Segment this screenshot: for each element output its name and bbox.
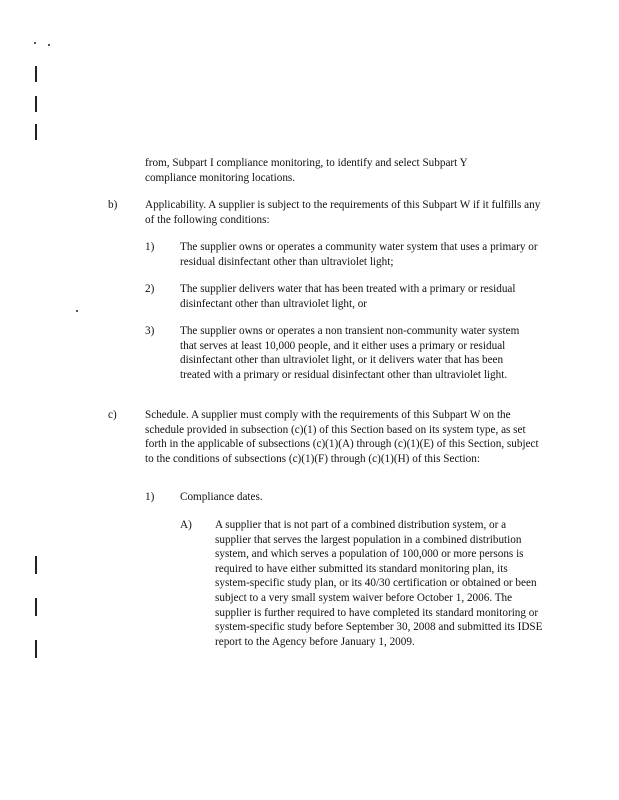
item-2-text: The supplier delivers water that has been treated with a primary or residual disinfectant other than ultraviolet light, or [180, 283, 516, 310]
intro-paragraph: from, Subpart I compliance monitoring, to identify and select Subpart Y compliance monitoring locations. [145, 157, 468, 184]
subsection-A-number: A) [180, 519, 192, 531]
section-b-label: b) [108, 199, 118, 211]
revision-bar [35, 640, 37, 658]
section-c-text: Schedule. A supplier must comply with the requirements of this Subpart W on the schedule provided in subsection (c)(1) of this Section based on its system type, as set forth in the applicable of subsections (c)(1)(A) through (c)(1)(E) of this Section, subject to the conditions of subsections (c)(1)(F) through (c)(1)(H) of this Section: [145, 409, 539, 465]
section-c-label: c) [108, 409, 117, 421]
scan-speck [48, 44, 50, 46]
subsection-1-text: Compliance dates. [180, 491, 263, 503]
item-1-text: The supplier owns or operates a community water system that uses a primary or residual disinfectant other than ultraviolet light; [180, 241, 538, 268]
subsection-1-number: 1) [145, 491, 155, 503]
scan-speck [34, 42, 36, 44]
revision-bar [35, 124, 37, 140]
item-3-text: The supplier owns or operates a non transient non-community water system that serves at least 10,000 people, and it either uses a primary or residual disinfectant other than ultraviolet light, or it delivers water that has been treated with a primary or residual disinfectant other than ultraviolet light. [180, 325, 520, 381]
revision-bar [35, 598, 37, 616]
revision-bar [35, 556, 37, 574]
item-3-number: 3) [145, 325, 155, 337]
subsection-A-text: A supplier that is not part of a combined distribution system, or a supplier that serves the largest population in a combined distribution system, and which serves a population of 100,000 or more persons is required to have either submitted its standard monitoring plan, its system-specific study plan, or its 40/30 certification or obtained or been subject to a very small system waiver before October 1, 2006. The supplier is further required to have completed its standard monitoring or system-specific study before September 30, 2008 and submitted its IDSE report to the Agency before January 1, 2009. [215, 519, 543, 648]
revision-bar [35, 66, 37, 82]
item-2-number: 2) [145, 283, 155, 295]
revision-bar [35, 96, 37, 112]
scan-speck [76, 310, 78, 312]
section-b-text: Applicability. A supplier is subject to the requirements of this Subpart W if it fulfills any of the following conditions: [145, 199, 541, 226]
item-1-number: 1) [145, 241, 155, 253]
